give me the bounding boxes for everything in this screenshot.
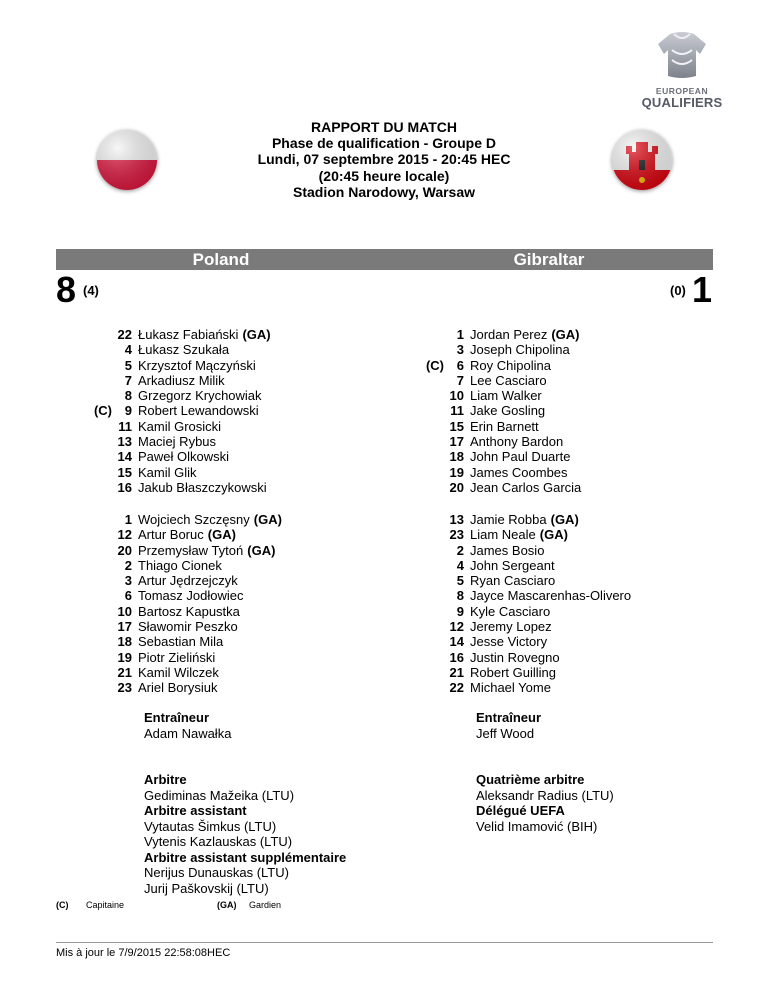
player-row [418, 558, 748, 573]
player-name: Roy Chipolina [470, 357, 551, 373]
venue: Stadion Narodowy, Warsaw [292, 183, 476, 200]
player-row [86, 650, 416, 665]
captain-marker [418, 558, 444, 573]
captain-marker [418, 373, 444, 388]
captain-marker [418, 480, 444, 495]
player-name: Justin Rovegno [470, 649, 560, 665]
captain-marker [418, 543, 444, 558]
captain-marker [418, 327, 444, 342]
shirt-number: 9 [124, 403, 132, 419]
captain-marker [86, 558, 112, 573]
captain-marker [418, 680, 444, 695]
shirt-number: 8 [456, 588, 464, 604]
captain-marker: (C) [93, 403, 112, 419]
shirt-number: 9 [456, 603, 464, 619]
player-name: Krzysztof Mączyński [138, 357, 256, 373]
officials-left [144, 772, 444, 896]
official-name: Gediminas Mažeika (LTU) [144, 787, 295, 803]
captain-marker [86, 373, 112, 388]
shirt-number: 12 [117, 527, 132, 543]
captain-marker [418, 388, 444, 403]
player-row [86, 680, 416, 695]
home-halftime-score: (4) [83, 283, 99, 298]
home-substitutes [86, 512, 416, 696]
match-date: Lundi, 07 septembre 2015 - 20:45 HEC [257, 151, 511, 168]
player-name: Łukasz Szukała [138, 342, 230, 358]
player-row [86, 419, 416, 434]
shirt-number: 8 [124, 388, 132, 404]
home-coach [144, 710, 444, 741]
footer-divider [56, 942, 713, 943]
player-row [418, 650, 748, 665]
captain-marker [86, 388, 112, 403]
player-row [86, 434, 416, 449]
captain-marker [86, 512, 112, 527]
player-name: Jeremy Lopez [470, 619, 552, 635]
player-name: Tomasz Jodłowiec [138, 588, 244, 604]
captain-marker [418, 604, 444, 619]
captain-marker [418, 465, 444, 480]
captain-marker [418, 665, 444, 680]
player-name: Paweł Olkowski [138, 449, 230, 465]
captain-marker [418, 634, 444, 649]
legend-captain-text: Capitaine [86, 900, 125, 910]
shirt-number: 15 [449, 418, 464, 434]
player-name: Jamie Robba [470, 512, 547, 527]
shirt-number: 16 [117, 479, 132, 495]
shirt-number: 17 [449, 434, 464, 450]
player-row [418, 680, 748, 695]
goalkeeper-marker: (GA) [550, 512, 579, 527]
shirt-number: 2 [456, 542, 464, 558]
player-row [86, 403, 416, 418]
captain-marker [86, 665, 112, 680]
official-role: Quatrième arbitre [476, 772, 585, 787]
home-starters [86, 327, 416, 495]
captain-marker [418, 650, 444, 665]
goalkeeper-marker: (GA) [551, 327, 580, 342]
shirt-number: 13 [449, 512, 464, 527]
player-row [86, 543, 416, 558]
official-name: Velid Imamović (BIH) [476, 818, 598, 834]
player-row [86, 373, 416, 388]
logo-line-1: EUROPEAN [655, 86, 709, 96]
player-name: Jordan Perez [470, 327, 548, 342]
goalkeeper-marker: (GA) [253, 512, 282, 527]
player-name: Robert Lewandowski [138, 403, 259, 419]
captain-marker [86, 480, 112, 495]
player-name: Liam Walker [470, 388, 542, 404]
player-name: Robert Guilling [470, 664, 556, 680]
captain-marker [86, 465, 112, 480]
player-row [418, 543, 748, 558]
player-name: Kamil Wilczek [138, 664, 219, 680]
captain-marker [86, 419, 112, 434]
gibraltar-flag-icon [612, 130, 672, 190]
player-name: James Coombes [470, 464, 568, 480]
player-name: Jake Gosling [470, 403, 546, 419]
shirt-number: 7 [124, 372, 132, 388]
captain-marker [418, 342, 444, 357]
player-name: Jean Carlos Garcia [470, 479, 582, 495]
official-name: Vytenis Kazlauskas (LTU) [144, 834, 293, 849]
shirt-number: 14 [117, 449, 132, 465]
player-name: John Paul Duarte [470, 449, 571, 465]
player-row [86, 512, 416, 527]
shirt-number: 12 [449, 619, 464, 635]
last-updated: Mis à jour le 7/9/2015 22:58:08HEC [56, 947, 231, 959]
goalkeeper-marker: (GA) [247, 542, 276, 558]
official-role: Arbitre [144, 772, 187, 787]
player-name: Erin Barnett [470, 418, 539, 434]
shirt-number: 22 [117, 327, 132, 342]
player-row [418, 634, 748, 649]
captain-marker [418, 619, 444, 634]
player-row [86, 619, 416, 634]
legend-captain-code: (C) [56, 900, 69, 910]
shirt-number: 4 [456, 557, 464, 573]
player-name: Łukasz Fabiański [138, 327, 239, 342]
player-name: Jayce Mascarenhas-Olivero [470, 588, 632, 604]
shirt-number: 13 [117, 434, 132, 450]
captain-marker: (C) [425, 357, 444, 373]
captain-marker [86, 650, 112, 665]
player-name: Arkadiusz Milik [138, 372, 225, 388]
captain-marker [86, 634, 112, 649]
away-coach [476, 710, 768, 741]
shirt-number: 14 [449, 634, 464, 650]
captain-marker [86, 543, 112, 558]
player-name: Liam Neale [470, 527, 536, 543]
captain-marker [86, 527, 112, 542]
captain-marker [418, 434, 444, 449]
shirt-number: 20 [449, 479, 464, 495]
player-name: Sebastian Mila [138, 634, 224, 650]
player-row [418, 373, 748, 388]
shirt-number: 21 [449, 664, 464, 680]
shirt-number: 23 [117, 680, 132, 696]
captain-marker [418, 449, 444, 464]
player-name: Jakub Błaszczykowski [138, 479, 267, 495]
away-score: 1 [692, 269, 713, 310]
away-starters [418, 327, 748, 495]
player-row [418, 449, 748, 464]
player-row [418, 588, 748, 603]
official-name: Aleksandr Radius (LTU) [476, 787, 614, 803]
shirt-number: 4 [124, 342, 132, 358]
player-row [86, 327, 416, 342]
player-row [86, 465, 416, 480]
shirt-number: 15 [117, 464, 132, 480]
player-row [418, 573, 748, 588]
shirt-number: 18 [117, 634, 132, 650]
official-name: Nerijus Dunauskas (LTU) [144, 865, 289, 880]
player-name: Ryan Casciaro [470, 573, 556, 589]
coach-label: Entraîneur [476, 710, 542, 725]
player-row [86, 665, 416, 680]
captain-marker [86, 449, 112, 464]
logo-line-2: QUALIFIERS [641, 95, 723, 110]
shirt-number: 20 [117, 542, 132, 558]
shirt-number: 3 [124, 573, 132, 589]
player-name: Bartosz Kapustka [138, 603, 240, 619]
captain-marker [86, 342, 112, 357]
player-row [86, 573, 416, 588]
player-row [418, 358, 748, 373]
player-row [418, 604, 748, 619]
home-score: 8 [56, 269, 77, 310]
captain-marker [418, 527, 444, 542]
shirt-number: 21 [117, 664, 132, 680]
shirt-number: 5 [124, 357, 132, 373]
shirt-number: 23 [449, 527, 464, 543]
captain-marker [86, 588, 112, 603]
officials-right [476, 772, 768, 834]
player-row [86, 449, 416, 464]
shirt-number: 22 [449, 680, 464, 696]
player-name: James Bosio [470, 542, 545, 558]
player-row [418, 342, 748, 357]
captain-marker [418, 419, 444, 434]
player-name: Wojciech Szczęsny [138, 512, 250, 527]
player-name: Kamil Grosicki [138, 418, 222, 434]
player-row [418, 327, 748, 342]
player-row [86, 527, 416, 542]
player-name: Grzegorz Krychowiak [138, 388, 262, 404]
shirt-number: 7 [456, 372, 464, 388]
player-name: Joseph Chipolina [470, 342, 570, 358]
player-row [86, 558, 416, 573]
player-name: Michael Yome [470, 680, 551, 696]
goalkeeper-marker: (GA) [207, 527, 236, 543]
shirt-number: 10 [449, 388, 464, 404]
shirt-number: 10 [117, 603, 132, 619]
competition-phase: Phase de qualification - Groupe D [271, 135, 497, 152]
captain-marker [418, 403, 444, 418]
home-team-bar: Poland [56, 249, 386, 270]
official-role: Arbitre assistant supplémentaire [144, 849, 347, 865]
captain-marker [86, 434, 112, 449]
captain-marker [86, 327, 112, 342]
captain-marker [418, 512, 444, 527]
shirt-number: 19 [449, 464, 464, 480]
captain-marker [86, 619, 112, 634]
match-header [184, 119, 584, 200]
player-name: Piotr Zieliński [138, 649, 216, 665]
coach-name: Jeff Wood [476, 725, 535, 741]
player-name: Maciej Rybus [138, 434, 217, 450]
player-row [86, 358, 416, 373]
player-row [86, 342, 416, 357]
player-row [418, 527, 748, 542]
player-name: Artur Jędrzejczyk [138, 573, 238, 589]
player-row [86, 480, 416, 495]
legend-goalkeeper-code: (GA) [217, 900, 237, 910]
player-name: Sławomir Peszko [138, 619, 238, 635]
captain-marker [86, 680, 112, 695]
player-row [86, 588, 416, 603]
shirt-number: 1 [124, 512, 132, 527]
shirt-number: 16 [449, 649, 464, 665]
local-time: (20:45 heure locale) [318, 167, 450, 184]
official-name: Jurij Paškovskij (LTU) [144, 880, 269, 896]
shirt-number: 6 [124, 588, 132, 604]
player-name: Kamil Glik [138, 464, 197, 480]
poland-flag-icon [97, 130, 157, 190]
shirt-number: 2 [124, 557, 132, 573]
player-name: Thiago Cionek [138, 557, 222, 573]
shirt-number: 18 [449, 449, 464, 465]
shirt-number: 11 [450, 403, 464, 419]
player-row [418, 665, 748, 680]
shirt-number: 3 [456, 342, 464, 358]
european-qualifiers-logo [632, 30, 732, 110]
shirt-number: 19 [117, 649, 132, 665]
player-name: John Sergeant [470, 557, 555, 573]
player-row [418, 434, 748, 449]
trophy-shirt-icon [656, 30, 708, 80]
player-row [86, 388, 416, 403]
shirt-number: 1 [456, 327, 464, 342]
shirt-number: 17 [117, 619, 132, 635]
official-name: Vytautas Šimkus (LTU) [144, 818, 277, 834]
player-name: Ariel Borysiuk [138, 680, 218, 696]
captain-marker [86, 358, 112, 373]
player-row [418, 480, 748, 495]
report-title: RAPPORT DU MATCH [311, 119, 457, 135]
official-role: Arbitre assistant [144, 803, 247, 818]
player-name: Anthony Bardon [470, 434, 564, 450]
away-halftime-score: (0) [670, 283, 686, 298]
player-row [86, 634, 416, 649]
player-row [418, 388, 748, 403]
player-name: Artur Boruc [138, 527, 204, 543]
goalkeeper-marker: (GA) [242, 327, 271, 342]
captain-marker [418, 573, 444, 588]
coach-name: Adam Nawałka [144, 725, 232, 741]
away-substitutes [418, 512, 748, 696]
player-row [86, 604, 416, 619]
player-name: Przemysław Tytoń [138, 542, 244, 558]
player-name: Jesse Victory [470, 634, 548, 650]
away-team-bar: Gibraltar [385, 249, 713, 270]
player-name: Lee Casciaro [470, 372, 547, 388]
shirt-number: 5 [456, 573, 464, 589]
captain-marker [86, 604, 112, 619]
player-row [418, 512, 748, 527]
coach-label: Entraîneur [144, 710, 210, 725]
shirt-number: 11 [118, 418, 132, 434]
official-role: Délégué UEFA [476, 803, 565, 818]
shirt-number: 6 [456, 357, 464, 373]
player-row [418, 419, 748, 434]
goalkeeper-marker: (GA) [539, 527, 568, 543]
player-name: Kyle Casciaro [470, 603, 551, 619]
captain-marker [86, 573, 112, 588]
player-row [418, 465, 748, 480]
legend-goalkeeper-text: Gardien [249, 900, 282, 910]
player-row [418, 619, 748, 634]
player-row [418, 403, 748, 418]
captain-marker [418, 588, 444, 603]
